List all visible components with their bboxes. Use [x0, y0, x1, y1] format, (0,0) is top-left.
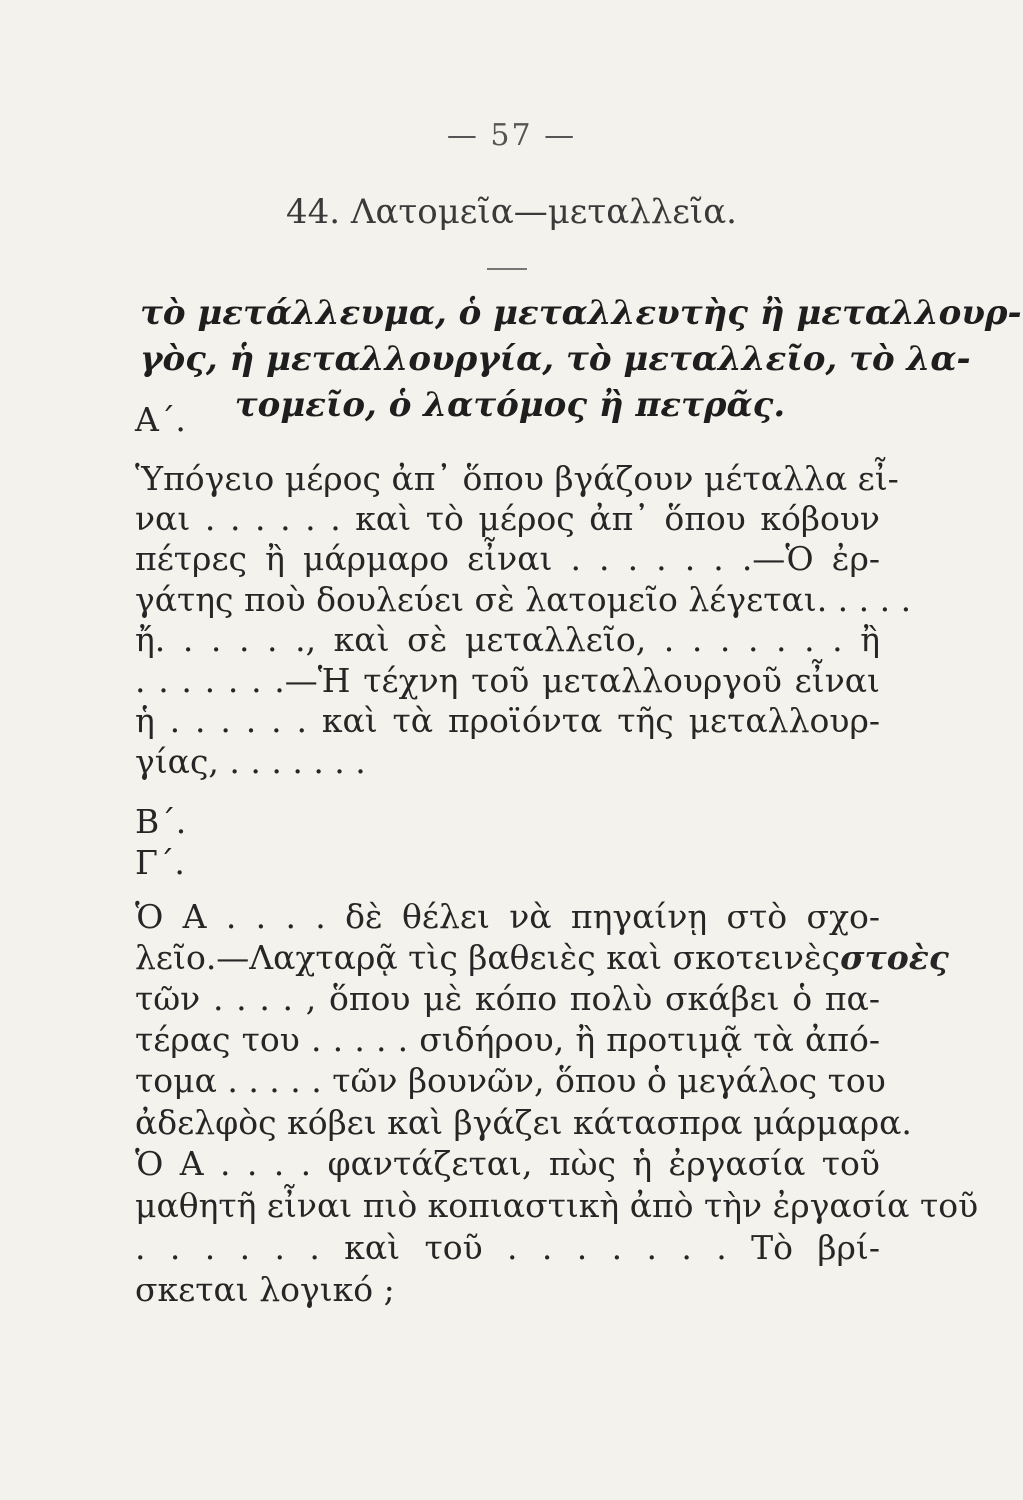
text-line: Ὁ Α . . . . φαντάζεται, πὼς ἡ ἐργασία τοῦ	[135, 1144, 880, 1183]
section-marker-c: Γ΄.	[135, 843, 185, 882]
text-line: ἡ . . . . . . καὶ τὰ προϊόντα τῆς μεταλλουρ-	[135, 701, 880, 740]
vocabulary-line: γὸς, ἡ μεταλλουργία, τὸ μεταλλεῖο, τὸ λα-	[140, 339, 971, 379]
text-line: . . . . . . καὶ τοῦ . . . . . . . Τὸ βρί-	[135, 1228, 880, 1267]
text-line: ἤ. . . . . ., καὶ σὲ μεταλλεῖο, . . . . . . . ἢ	[135, 620, 880, 659]
title-divider	[487, 268, 527, 270]
text-line-part: λεῖο.—Λαχταρᾷ τὶς βαθειὲς καὶ σκοτεινὲς	[135, 938, 841, 977]
text-line: . . . . . . .—Ἡ τέχνη τοῦ μεταλλουργοῦ εἶναι	[135, 661, 880, 700]
text-line-with-emphasis	[135, 938, 949, 977]
emphasis-word: στοὲς	[840, 938, 949, 977]
text-line: πέτρες ἢ μάρμαρο εἶναι . . . . . . .—Ὁ ἐρ-	[135, 539, 880, 578]
vocabulary-line: τὸ μετάλλευμα, ὁ μεταλλευτὴς ἢ μεταλλουρ-	[140, 293, 1022, 333]
text-line: τομα . . . . . τῶν βουνῶν, ὅπου ὁ μεγάλος του	[135, 1061, 886, 1100]
text-line: τῶν . . . . , ὅπου μὲ κόπο πολὺ σκάβει ὁ πα-	[135, 979, 880, 1018]
text-line: σκεται λογικό ;	[135, 1270, 395, 1309]
text-line: Ὁ Α . . . . δὲ θέλει νὰ πηγαίνῃ στὸ σχο-	[135, 897, 880, 936]
text-line: Ὑπόγειο μέρος ἀπ᾽ ὅπου βγάζουν μέταλλα εἶ-	[135, 459, 899, 498]
section-marker-a: Α΄.	[135, 400, 186, 439]
text-line: τέρας του . . . . . σιδήρου, ἢ προτιμᾷ τὰ ἀπό-	[135, 1020, 880, 1059]
text-line: μαθητῆ εἶναι πιὸ κοπιαστικὴ ἀπὸ τὴν ἐργασία τοῦ	[135, 1186, 979, 1225]
section-marker-b: Β΄.	[135, 802, 187, 841]
text-line: ναι . . . . . . καὶ τὸ μέρος ἀπ᾽ ὅπου κόβουν	[135, 499, 880, 538]
page-number: — 57 —	[446, 118, 577, 153]
text-line: γίας, . . . . . . .	[135, 742, 366, 781]
vocabulary-line: τομεῖο, ὁ λατόμος ἢ πετρᾶς.	[234, 385, 786, 425]
text-line: ἀδελφὸς κόβει καὶ βγάζει κάτασπρα μάρμαρα.	[135, 1103, 912, 1142]
section-title: 44. Λατομεῖα—μεταλλεῖα.	[286, 192, 737, 232]
text-line: γάτης ποὺ δουλεύει σὲ λατομεῖο λέγεται. . . . .	[135, 580, 912, 619]
